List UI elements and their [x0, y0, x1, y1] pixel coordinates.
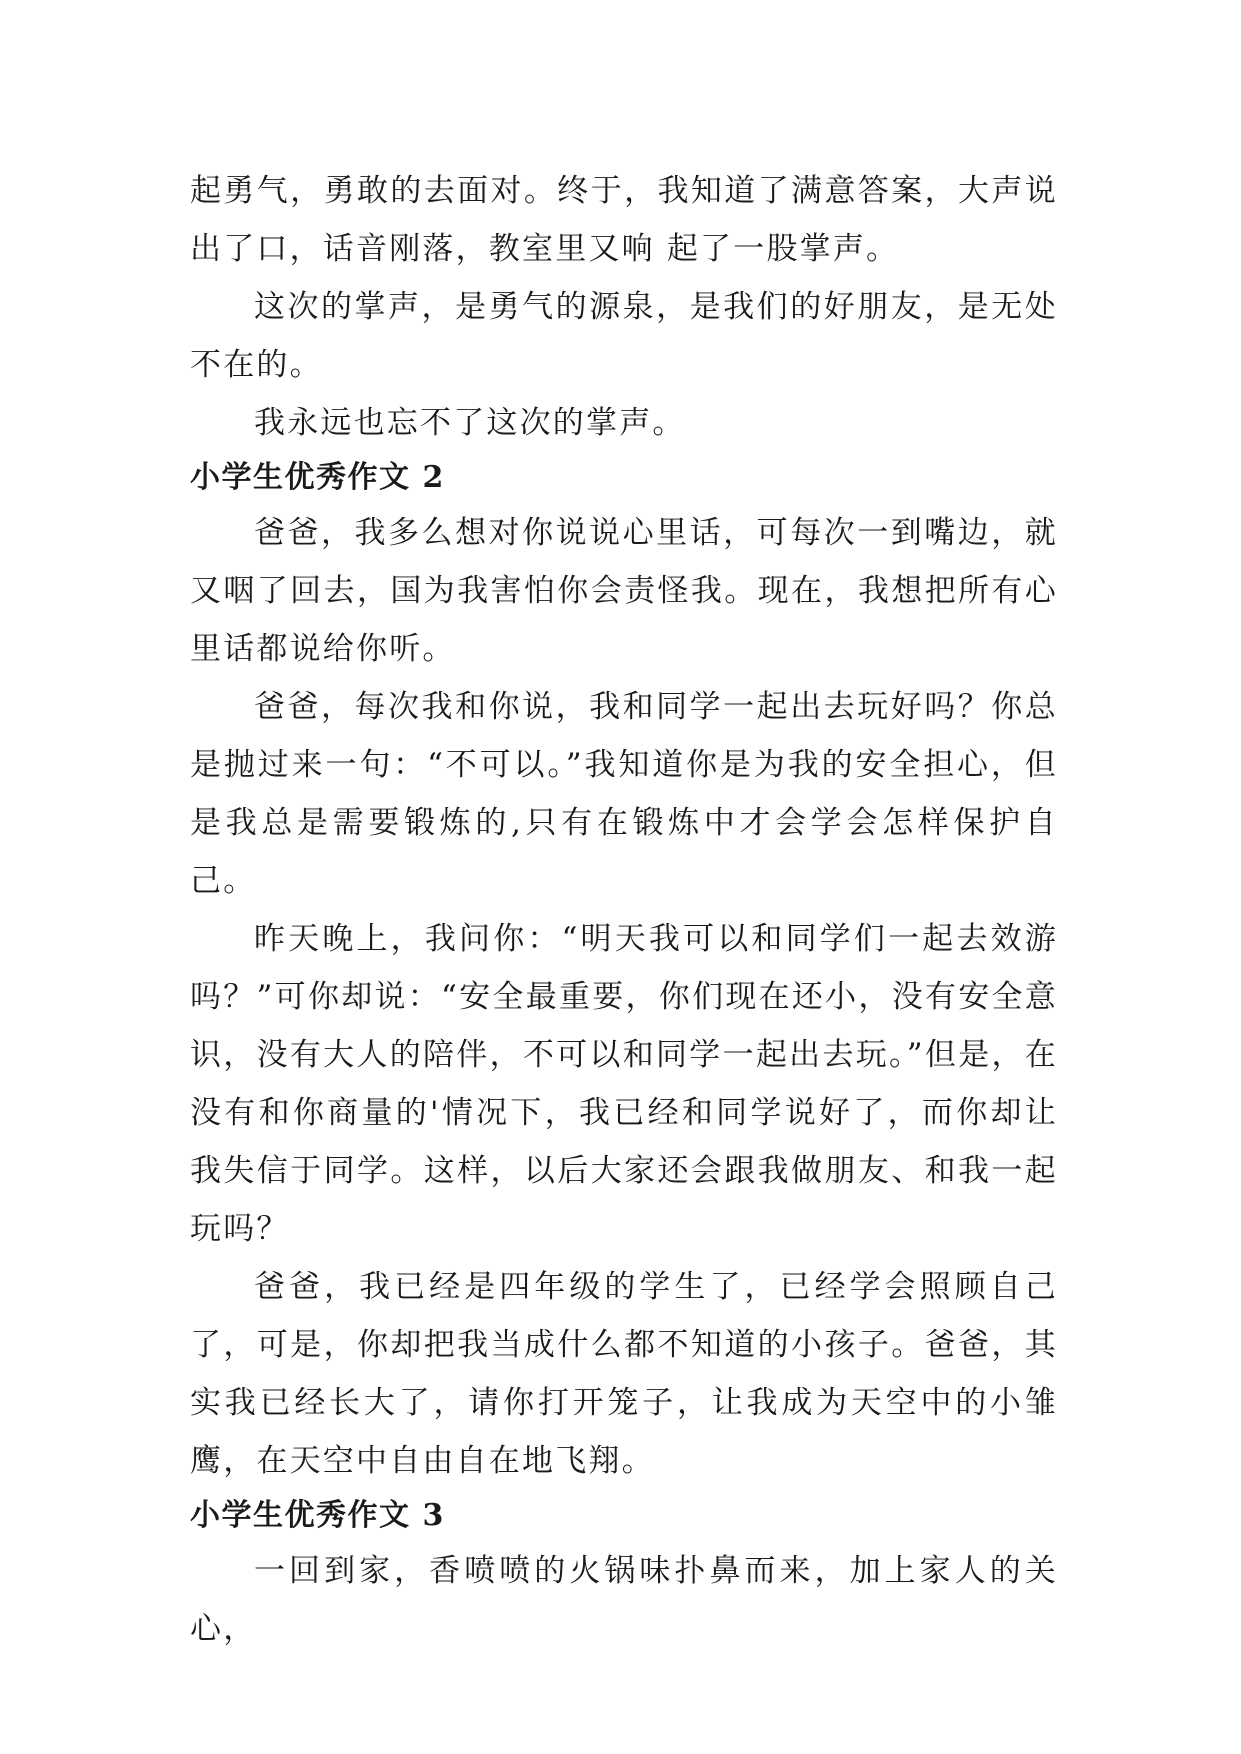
paragraph-grown-up: 爸爸，我已经是四年级的学生了，已经学会照顾自己了，可是，你却把我当成什么都不知道的小孩子。爸爸，其实我已经长大了，请你打开笼子，让我成为天空中的小雏鹰，在天空中自由自在地飞翔。: [190, 1269, 1058, 1479]
paragraph-heart-words: 爸爸，我多么想对你说说心里话，可每次一到嘴边，就又咽了回去，国为我害怕你会责怪我。现在，我想把所有心里话都说给你听。: [190, 515, 1058, 667]
essay-2-title: 小学生优秀作文 2: [190, 460, 445, 495]
paragraph-applause-source: 这次的掌声，是勇气的源泉，是我们的好朋友，是无处不在的。: [190, 289, 1058, 383]
paragraph-never-forget: 我永远也忘不了这次的掌声。: [254, 405, 686, 441]
paragraph-go-out-play: 爸爸，每次我和你说，我和同学一起出去玩好吗？你总是抛过来一句：“不可以。”我知道你是为我的安全担心，但是我总是需要锻炼的,只有在锻炼中才会学会怎样保护自己。: [190, 689, 1058, 899]
document-body: [190, 162, 1058, 1658]
paragraph-courage-ending: 起勇气，勇敢的去面对。终于，我知道了满意答案，大声说出了口，话音刚落，教室里又响 起了一股掌声。: [190, 173, 1058, 267]
essay-3-title: 小学生优秀作文 3: [190, 1498, 445, 1533]
paragraph-hotpot: 一回到家，香喷喷的火锅味扑鼻而来，加上家人的关心，: [190, 1553, 1058, 1647]
paragraph-last-night: 昨天晚上，我问你：“明天我可以和同学们一起去效游吗？”可你却说：“安全最重要，你们现在还小，没有安全意识，没有大人的陪伴，不可以和同学一起出去玩。”但是，在没有和你商量的'情况下，我已经和同学说好了，而你却让我失信于同学。这样，以后大家还会跟我做朋友、和我一起玩吗？: [190, 921, 1058, 1247]
